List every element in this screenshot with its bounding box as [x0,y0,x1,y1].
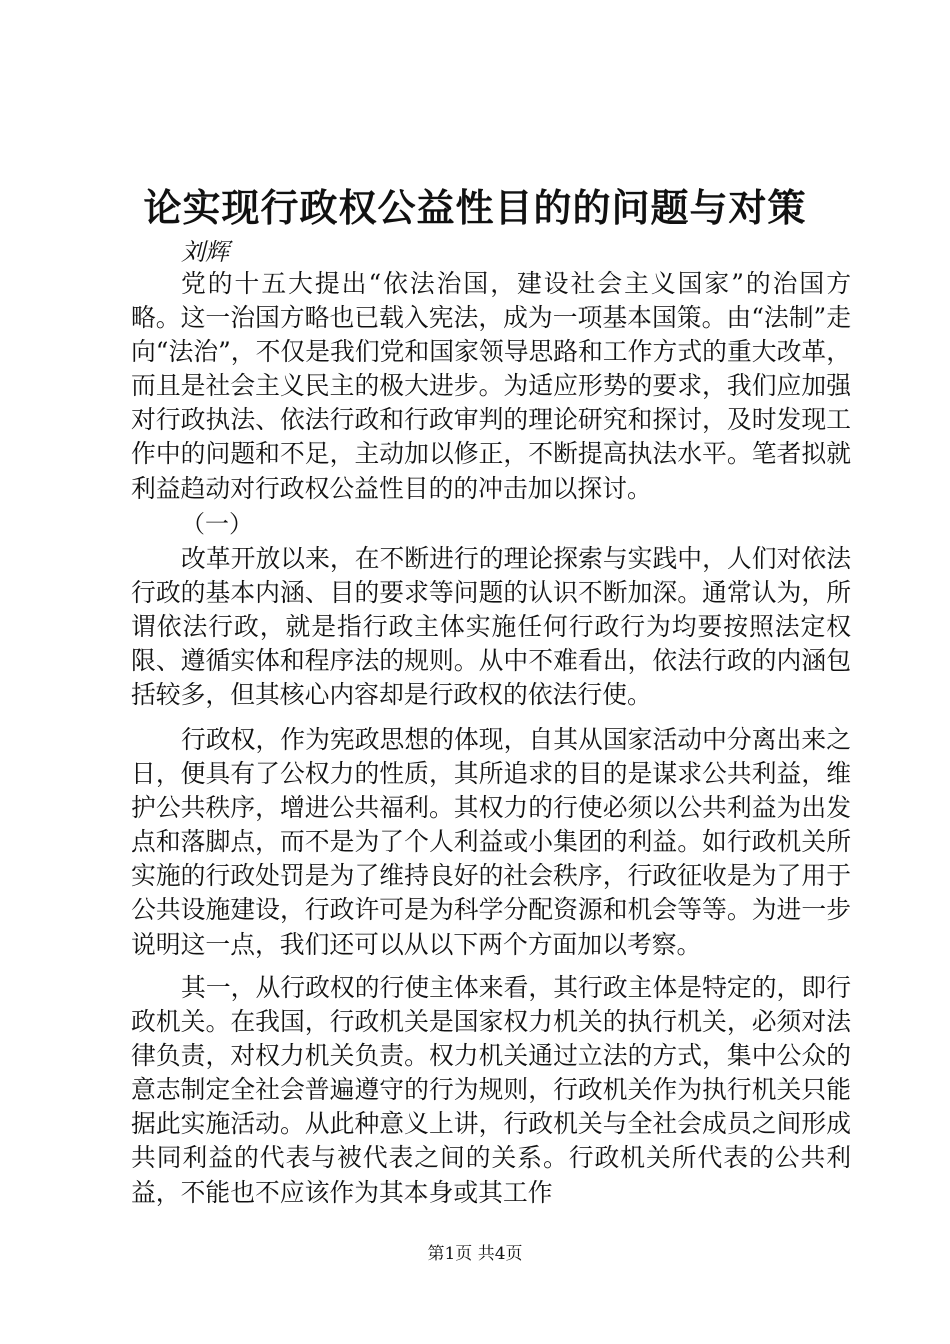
paragraph-1: 党的十五大提出“依法治国，建设社会主义国家”的治国方略。这一治国方略也已载入宪法，成为一项基本国策。由“法制”走向“法治”，不仅是我们党和国家领导思路和工作方式的重大改革，而且是社会主义民主的极大进步。为适应形势的要求，我们应加强对行政执法、依法行政和行政审判的理论研究和探讨，及时发现工作中的问题和不足，主动加以修正，不断提高执法水平。笔者拟就利益趋动对行政权公益性目的的冲击加以探讨。 [131,269,851,503]
section-label: （一） [181,510,253,538]
author-name: 刘辉 [181,238,229,266]
page-footer: 第1页 共4页 [427,1244,523,1264]
paragraph-4: 其一，从行政权的行使主体来看，其行政主体是特定的，即行政机关。在我国，行政机关是国家权力机关的执行机关，必须对法律负责，对权力机关负责。权力机关通过立法的方式，集中公众的意志制定全社会普遍遵守的行为规则，行政机关作为执行机关只能据此实施活动。从此种意义上讲，行政机关与全社会成员之间形成共同利益的代表与被代表之间的关系。行政机关所代表的公共利益，不能也不应该作为其本身或其工作 [131,973,851,1207]
document-title: 论实现行政权公益性目的的问题与对策 [143,185,807,230]
paragraph-2: 改革开放以来，在不断进行的理论探索与实践中，人们对依法行政的基本内涵、目的要求等问题的认识不断加深。通常认为，所谓依法行政，就是指行政主体实施任何行政行为均要按照法定权限、遵循实体和程序法的规则。从中不难看出，依法行政的内涵包括较多，但其核心内容却是行政权的依法行使。 [131,544,851,710]
paragraph-3: 行政权，作为宪政思想的体现，自其从国家活动中分离出来之日，便具有了公权力的性质，其所追求的目的是谋求公共利益，维护公共秩序，增进公共福利。其权力的行使必须以公共利益为出发点和落脚点，而不是为了个人利益或小集团的利益。如行政机关所实施的行政处罚是为了维持良好的社会秩序，行政征收是为了用于公共设施建设，行政许可是为科学分配资源和机会等等。为进一步说明这一点，我们还可以从以下两个方面加以考察。 [131,725,851,959]
